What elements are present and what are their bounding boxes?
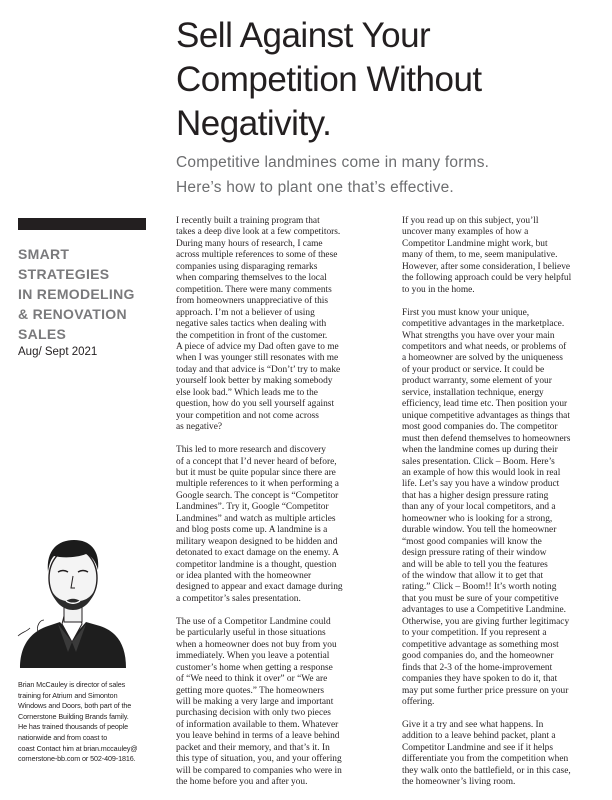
text-line: A piece of advice my Dad often gave to me (176, 341, 339, 352)
text-line: uncover many examples of how a (402, 227, 529, 238)
text-line: Landmines”. Try it, Google “Competitor (176, 502, 329, 513)
text-line: from homeowners unappreciative of this (176, 296, 329, 307)
text-line: This led to more research and discovery (176, 445, 326, 456)
text-line: competitor landmine is a thought, question (176, 559, 337, 570)
text-line: that you must be sure of your competitive (402, 593, 559, 604)
text-line: of information available to them. Whatever (176, 719, 339, 730)
text-line: may put some further price pressure on your (402, 685, 569, 696)
text-line: SALES (18, 326, 67, 342)
text-line: Competition Without (176, 60, 482, 99)
text-line: designed to appear and exact damage during (176, 582, 343, 593)
text-line: product warranty, some element of your (402, 376, 552, 387)
text-line: I recently built a training program that (176, 216, 320, 226)
text-line: military weapon designed to be hidden and (176, 536, 338, 547)
paragraph (176, 216, 368, 434)
text-line: First you must know your unique, (402, 307, 530, 318)
text-line: training for Atrium and Simonton (18, 690, 118, 700)
text-line: Here’s how to plant one that’s effective. (176, 179, 454, 196)
text-line: efficiency, lead time etc. Then position your (402, 399, 568, 410)
text-line: be particularly useful in those situations (176, 628, 326, 639)
text-line: companies using disparaging remarks (176, 261, 318, 272)
text-line: Competitor Landmine might work, but (402, 238, 548, 249)
text-line: multiple references to it when performing a (176, 479, 339, 490)
text-line: nationwide and from coast to (18, 732, 108, 742)
text-line: What strengths you have over your main (402, 330, 555, 341)
text-line: but it must be quite popular since there are (176, 467, 336, 478)
text-line: packet and their memory, and that’s it. In (176, 742, 330, 753)
text-line: finds that 2-3 of the home-improvement (402, 662, 553, 673)
text-line: Windows and Doors, both part of the (18, 701, 132, 711)
text-line: Competitive landmines come in many forms. (176, 154, 490, 171)
paragraph (176, 445, 368, 605)
text-line: competition. There were many comments (176, 284, 332, 295)
text-line: durable window. You tell the homeowner (402, 525, 557, 536)
text-line: sales presentation. Click – Boom. Here’s (402, 456, 555, 467)
text-line: SMART (18, 246, 70, 262)
text-line: Otherwise, you are giving further legitimacy (402, 616, 570, 627)
column-heading (18, 244, 158, 344)
text-line: a competitor’s sales presentation. (176, 593, 301, 604)
author-portrait-illustration (14, 528, 132, 668)
text-line: Brian McCauley is director of sales (18, 680, 126, 689)
text-line: yourself look better by making somebody (176, 376, 333, 387)
text-line: getting more quotes.” The homeowners (176, 685, 324, 696)
paragraph (176, 617, 368, 789)
paragraph (402, 308, 598, 709)
text-line: of the window that allow it to get that (402, 571, 544, 582)
text-line: the homeowner’s living room. (402, 777, 516, 788)
text-line: of your product or service. It could be (402, 364, 545, 375)
text-line: rating.” Click – Boom!! It’s worth noting (402, 582, 557, 593)
text-line: Negativity. (176, 104, 332, 143)
text-line: of a concept that I’d never heard of before, (176, 456, 337, 467)
article-subtitle (176, 150, 596, 200)
text-line: as negative? (176, 422, 223, 433)
text-line: Give it a try and see what happens. In (402, 719, 544, 730)
text-line: when a homeowner does not buy from you (176, 639, 337, 650)
text-line: Cornerstone Building Brands family. (18, 711, 129, 721)
text-line: the competition in front of the customer. (176, 330, 328, 341)
text-line: Google search. The concept is “Competitor (176, 490, 339, 501)
text-line: many of them, to me, seem manipulative. (402, 250, 558, 261)
text-line: service, installation technique, energy (402, 387, 544, 398)
text-line: STRATEGIES (18, 266, 110, 282)
text-line: most good companies do. The competitor (402, 422, 558, 433)
text-line: detonated to exact damage on the enemy. A (176, 548, 339, 559)
text-line: the home before you and after you. (176, 777, 308, 788)
text-line: unique competitive advantages as things that (402, 410, 570, 421)
text-line: will be making a very large and important (176, 697, 334, 707)
text-line: differentiate you from the competition when (402, 754, 569, 765)
text-line: when the landmine comes up during their (402, 445, 558, 456)
text-line: customer’s home when getting a response (176, 662, 333, 673)
text-line: During many hours of research, I came (176, 238, 323, 249)
text-line: of “We need to think it over” or “We are (176, 674, 328, 685)
text-line: they walk onto the battlefield, or in this case, (402, 765, 571, 776)
text-line: across multiple references to some of these (176, 250, 338, 261)
text-line: question, how do you sell yourself against (176, 399, 335, 410)
text-line: “most good companies will know the (402, 536, 542, 547)
text-line: when I was younger still resonates with me (176, 353, 339, 364)
text-line: cornerstone-bb.com or 502-409-1816. (18, 754, 136, 764)
text-line: design pressure rating of their window (402, 548, 547, 559)
text-line: Landmines” and watch as multiple articles (176, 513, 336, 524)
text-line: offering. (402, 697, 435, 708)
text-line: However, after some consideration, I believe (402, 261, 571, 272)
text-line: must then defend themselves to homeowners (402, 433, 571, 444)
paragraph (402, 216, 598, 296)
text-line: Competitor Landmine and see if it helps (402, 742, 554, 753)
text-line: competitors and what needs, or problems of (402, 341, 567, 352)
text-line: Sell Against Your (176, 16, 431, 55)
text-line: companies they have spoken to do it, that (402, 674, 558, 685)
text-line: & RENOVATION (18, 306, 127, 322)
text-line: advantages to use a Competitive Landmine. (402, 605, 567, 616)
text-line: and blog posts come up. A landmine is a (176, 525, 328, 536)
text-line: addition to a leave behind packet, plant a (402, 731, 556, 742)
text-line: will be compared to companies who were in (176, 765, 342, 776)
text-line: when comparing themselves to the local (176, 273, 327, 284)
text-line: an example of how this would look in real (402, 467, 561, 478)
text-line: to your competition. If you represent a (402, 628, 547, 639)
text-line: The use of a Competitor Landmine could (176, 616, 331, 627)
text-line: you leave behind in terms of a leave behind (176, 731, 340, 742)
text-line: to you in the home. (402, 284, 475, 295)
text-line: IN REMODELING (18, 286, 135, 302)
text-line: competitive advantages in the marketplace. (402, 319, 565, 330)
text-line: and will be able to tell you the features (402, 559, 548, 570)
article-column-right (402, 216, 598, 800)
text-line: life. Let’s say you have a window product (402, 479, 560, 490)
text-line: takes a deep dive look at a few competitors. (176, 227, 341, 238)
text-line: competitive advantage as something most (402, 639, 559, 650)
text-line: purchasing decision with only two pieces (176, 708, 331, 719)
text-line: this type of situation, you, and your offering (176, 754, 342, 765)
text-line: than any of your local competitors, and a (402, 502, 556, 513)
sidebar-rule (18, 218, 146, 230)
author-bio (18, 680, 148, 765)
text-line: negative sales tactics when dealing with (176, 319, 327, 330)
text-line: a homeowner are solved by the uniqueness (402, 353, 563, 364)
text-line: that has a higher design pressure rating (402, 490, 549, 501)
text-line: approach. I’m not a believer of using (176, 307, 315, 318)
text-line: He has trained thousands of people (18, 722, 129, 732)
text-line: or idea planted with the homeowner (176, 571, 312, 582)
text-line: good companies do, and the homeowner (402, 651, 554, 662)
issue-date: Aug/ Sept 2021 (18, 346, 98, 358)
text-line: immediately. When you leave a potential (176, 651, 330, 662)
text-line: today and that advice is “Don’t’ try to make (176, 364, 341, 375)
text-line: the following approach could be very helpful (402, 273, 572, 284)
text-line: coast Contact him at brian.mccauley@ (18, 743, 138, 753)
article-title (176, 14, 596, 146)
article-column-left (176, 216, 368, 800)
text-line: else look bad.” Which leads me to the (176, 387, 318, 398)
text-line: If you read up on this subject, you’ll (402, 216, 539, 226)
paragraph (402, 720, 598, 789)
text-line: homeowner who is looking for a strong, (402, 513, 553, 524)
text-line: your competition and not come across (176, 410, 319, 421)
